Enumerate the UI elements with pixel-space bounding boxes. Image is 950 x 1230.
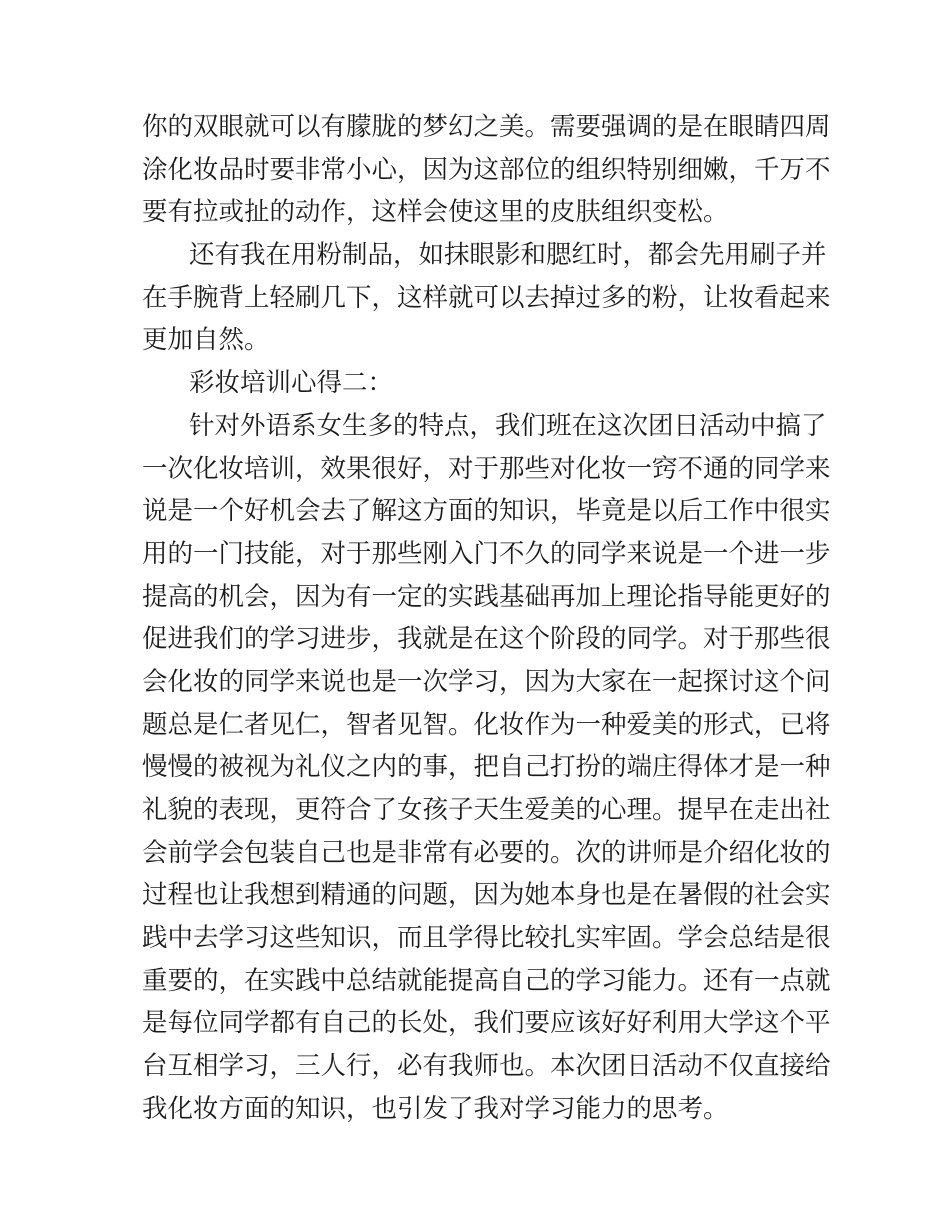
text-line: 用的一门技能，对于那些刚入门不久的同学来说是一个进一步 <box>142 538 831 569</box>
text-line: 礼貌的表现，更符合了女孩子天生爱美的心理。提早在走出社 <box>142 795 831 825</box>
text-line: 我化妆方面的知识，也引发了我对学习能力的思考。 <box>142 1093 729 1124</box>
text-line: 涂化妆品时要非常小心，因为这部位的组织特别细嫩，千万不 <box>142 154 831 185</box>
text-line: 题总是仁者见仁，智者见智。化妆作为一种爱美的形式，已将 <box>142 709 831 740</box>
text-line: 要有拉或扯的动作，这样会使这里的皮肤组织变松。 <box>142 197 729 228</box>
text-line: 说是一个好机会去了解这方面的知识，毕竟是以后工作中很实 <box>142 496 831 527</box>
document-body <box>142 106 831 1131</box>
text-line: 一次化妆培训，效果很好，对于那些对化妆一窍不通的同学来 <box>142 453 831 484</box>
text-line: 会前学会包装自己也是非常有必要的。次的讲师是介绍化妆的 <box>142 837 831 868</box>
text-line: 重要的，在实践中总结就能提高自己的学习能力。还有一点就 <box>142 965 831 996</box>
text-line: 更加自然。 <box>142 325 270 356</box>
text-line: 在手腕背上轻刷几下，这样就可以去掉过多的粉，让妆看起来 <box>142 282 831 313</box>
text-line: 还有我在用粉制品，如抹眼影和腮红时，都会先用刷子并 <box>189 240 827 271</box>
text-line: 你的双眼就可以有朦胧的梦幻之美。需要强调的是在眼睛四周 <box>142 112 831 142</box>
text-line: 慢慢的被视为礼仪之内的事，把自己打扮的端庄得体才是一种 <box>142 752 831 783</box>
text-line: 针对外语系女生多的特点，我们班在这次团日活动中搞了 <box>189 410 827 441</box>
section-heading: 彩妆培训心得二： <box>189 368 394 399</box>
text-line: 会化妆的同学来说也是一次学习，因为大家在一起探讨这个问 <box>142 666 831 697</box>
text-line: 践中去学习这些知识，而且学得比较扎实牢固。学会总结是很 <box>142 923 831 954</box>
text-line: 是每位同学都有自己的长处，我们要应该好好利用大学这个平 <box>142 1008 831 1039</box>
text-line: 促进我们的学习进步，我就是在这个阶段的同学。对于那些很 <box>142 624 831 655</box>
text-line: 过程也让我想到精通的问题，因为她本身也是在暑假的社会实 <box>142 880 831 911</box>
text-line: 提高的机会，因为有一定的实践基础再加上理论指导能更好的 <box>142 581 831 612</box>
text-line: 台互相学习，三人行，必有我师也。本次团日活动不仅直接给 <box>142 1051 831 1082</box>
